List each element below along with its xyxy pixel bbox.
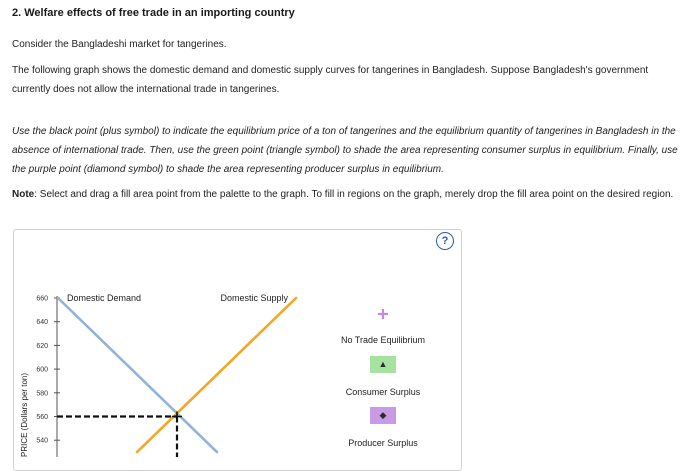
no-trade-label: No Trade Equilibrium	[340, 335, 426, 345]
y-tick-label: 640	[36, 319, 48, 327]
diamond-icon: ◆	[379, 410, 387, 420]
producer-surplus-label: Producer Surplus	[348, 438, 418, 448]
y-axis-label: PRICE (Dollars per ton)	[20, 372, 29, 457]
help-icon[interactable]: ?	[436, 232, 454, 250]
demand-curve	[58, 298, 217, 452]
y-tick-label: 540	[36, 437, 48, 445]
description-text: The following graph shows the domestic demand and domestic supply curves for tangerines in Bangladesh. Suppose Bangladesh's government currently does not allow the international trade in tangerines.	[12, 65, 649, 95]
producer-surplus-tool[interactable]	[370, 407, 396, 424]
y-tick-label: 660	[36, 295, 48, 303]
demand-curve-label: Domestic Demand	[67, 293, 142, 303]
consumer-surplus-label: Consumer Surplus	[345, 387, 421, 397]
supply-curve-label: Domestic Supply	[220, 293, 288, 303]
question-title: 2. Welfare effects of free trade in an importing country	[12, 7, 295, 19]
equilibrium-guides	[57, 412, 182, 458]
y-tick-label: 580	[36, 390, 48, 398]
intro-text: Consider the Bangladeshi market for tangerines.	[12, 39, 227, 50]
equilibrium-plus-marker[interactable]	[172, 412, 182, 422]
note-label: Note	[12, 189, 35, 200]
supply-curve	[137, 298, 296, 452]
triangle-icon: ▲	[378, 359, 388, 369]
no-trade-cross-tool[interactable]	[375, 306, 391, 322]
plus-icon	[378, 309, 388, 319]
y-tick-label: 560	[36, 414, 48, 421]
y-tick-label: 620	[36, 342, 48, 350]
y-tick-label: 600	[36, 366, 48, 374]
consumer-surplus-tool[interactable]	[370, 356, 396, 373]
instructions-text: Use the black point (plus symbol) to indicate the equilibrium price of a ton of tangerines and the equilibrium quantity of tangerines in Bangladesh in the absence of international trade. Then, use the green point (triangle symbol) to shade the area representing consumer surplus in equilibrium. Finally, use the purple point (diamond symbol) to shade the area representing producer surplus in equilibrium.	[12, 126, 678, 175]
y-ticks	[36, 296, 60, 445]
plus-glyph	[378, 309, 388, 319]
note-body: : Select and drag a fill area point from the palette to the graph. To fill in regions on the graph, merely drop the fill area point on the desired region.	[34, 189, 674, 200]
